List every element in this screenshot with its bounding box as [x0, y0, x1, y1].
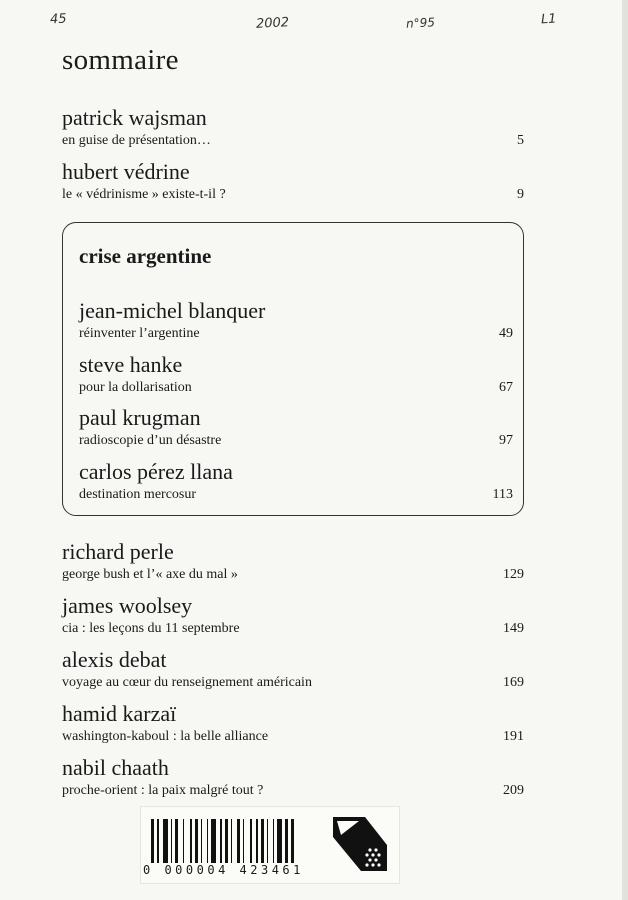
entry-author: jean-michel blanquer: [79, 298, 266, 323]
barcode-bar: [201, 819, 203, 863]
page-title: sommaire: [62, 44, 179, 76]
toc-entry: [62, 648, 524, 692]
entry-author: carlos pérez llana: [79, 459, 233, 484]
toc-entry: [79, 353, 513, 397]
entry-subtitle: réinventer l’argentine: [79, 326, 200, 341]
entry-author: alexis debat: [62, 647, 167, 672]
barcode-bar: [267, 819, 269, 863]
entry-author: hamid karzaï: [62, 701, 177, 726]
barcode-bar: [207, 819, 209, 863]
barcode-bar: [151, 819, 154, 863]
barcode-bar: [231, 819, 233, 863]
entry-subtitle: le « védrinisme » existe-t-il ?: [62, 187, 226, 202]
barcode-bar: [256, 819, 258, 863]
barcode-bar: [183, 819, 185, 863]
handwritten-note: 45: [49, 11, 67, 28]
entry-subtitle: washington-kaboul : la belle alliance: [62, 729, 269, 744]
entry-subtitle: voyage au cœur du renseignement américain: [62, 675, 312, 690]
entry-page-number: 191: [503, 729, 524, 744]
barcode-bar: [237, 819, 240, 863]
barcode-bar: [291, 819, 294, 863]
entry-author: steve hanke: [79, 352, 183, 377]
barcode-bar: [285, 819, 288, 863]
barcode-bar: [157, 819, 159, 863]
entry-page-number: 209: [503, 783, 524, 798]
toc-entry: [79, 460, 513, 504]
dossier-box: [62, 222, 524, 516]
entry-page-number: 5: [517, 133, 524, 148]
entry-subtitle: george bush et l’« axe du mal »: [62, 567, 238, 582]
entry-author: hubert védrine: [62, 159, 190, 184]
barcode-bar: [225, 819, 228, 863]
toc-entry: [62, 702, 524, 746]
handwritten-issue: n°95: [405, 15, 436, 31]
toc-entry: [62, 106, 524, 150]
barcode-bars: [151, 819, 323, 863]
barcode-bar: [171, 819, 173, 863]
entry-subtitle: pour la dollarisation: [79, 380, 192, 395]
barcode-bar: [261, 819, 264, 863]
entry-author: patrick wajsman: [62, 105, 207, 130]
entry-subtitle: en guise de présentation…: [62, 133, 211, 148]
barcode-bar: [250, 819, 252, 863]
toc-entry: [79, 299, 513, 343]
entry-author: nabil chaath: [62, 755, 169, 780]
entry-subtitle: destination mercosur: [79, 487, 197, 502]
barcode-digits: 0 000004 423461: [143, 863, 304, 877]
entry-page-number: 97: [499, 433, 513, 448]
barcode-bar: [277, 819, 282, 863]
entry-page-number: 49: [499, 326, 513, 341]
page-edge: [622, 0, 628, 900]
entry-author: james woolsey: [62, 593, 193, 618]
toc-entry: [62, 160, 524, 204]
entry-page-number: 67: [499, 380, 513, 395]
publisher-logo-icon: [331, 815, 389, 873]
barcode-bar: [211, 819, 216, 863]
toc-entry: [79, 406, 513, 450]
handwritten-year: 2002: [255, 15, 290, 32]
barcode: [140, 806, 400, 884]
barcode-bar: [273, 819, 275, 863]
entry-page-number: 149: [503, 621, 524, 636]
toc-entry: [62, 540, 524, 584]
barcode-bar: [195, 819, 198, 863]
entry-page-number: 169: [503, 675, 524, 690]
entry-subtitle: cia : les leçons du 11 septembre: [62, 621, 240, 636]
entry-page-number: 129: [503, 567, 524, 582]
dossier-title: crise argentine: [79, 244, 212, 268]
entry-page-number: 113: [492, 487, 513, 502]
entry-author: paul krugman: [79, 405, 201, 430]
entry-author: richard perle: [62, 539, 174, 564]
barcode-bar: [163, 819, 168, 863]
barcode-bar: [190, 819, 192, 863]
handwritten-code: L1: [540, 11, 557, 28]
toc-entry: [62, 756, 524, 800]
barcode-bar: [220, 819, 222, 863]
entry-subtitle: radioscopie d’un désastre: [79, 433, 222, 448]
barcode-bar: [243, 819, 245, 863]
barcode-bar: [175, 819, 178, 863]
entry-subtitle: proche-orient : la paix malgré tout ?: [62, 783, 264, 798]
entry-page-number: 9: [517, 187, 524, 202]
toc-entry: [62, 594, 524, 638]
